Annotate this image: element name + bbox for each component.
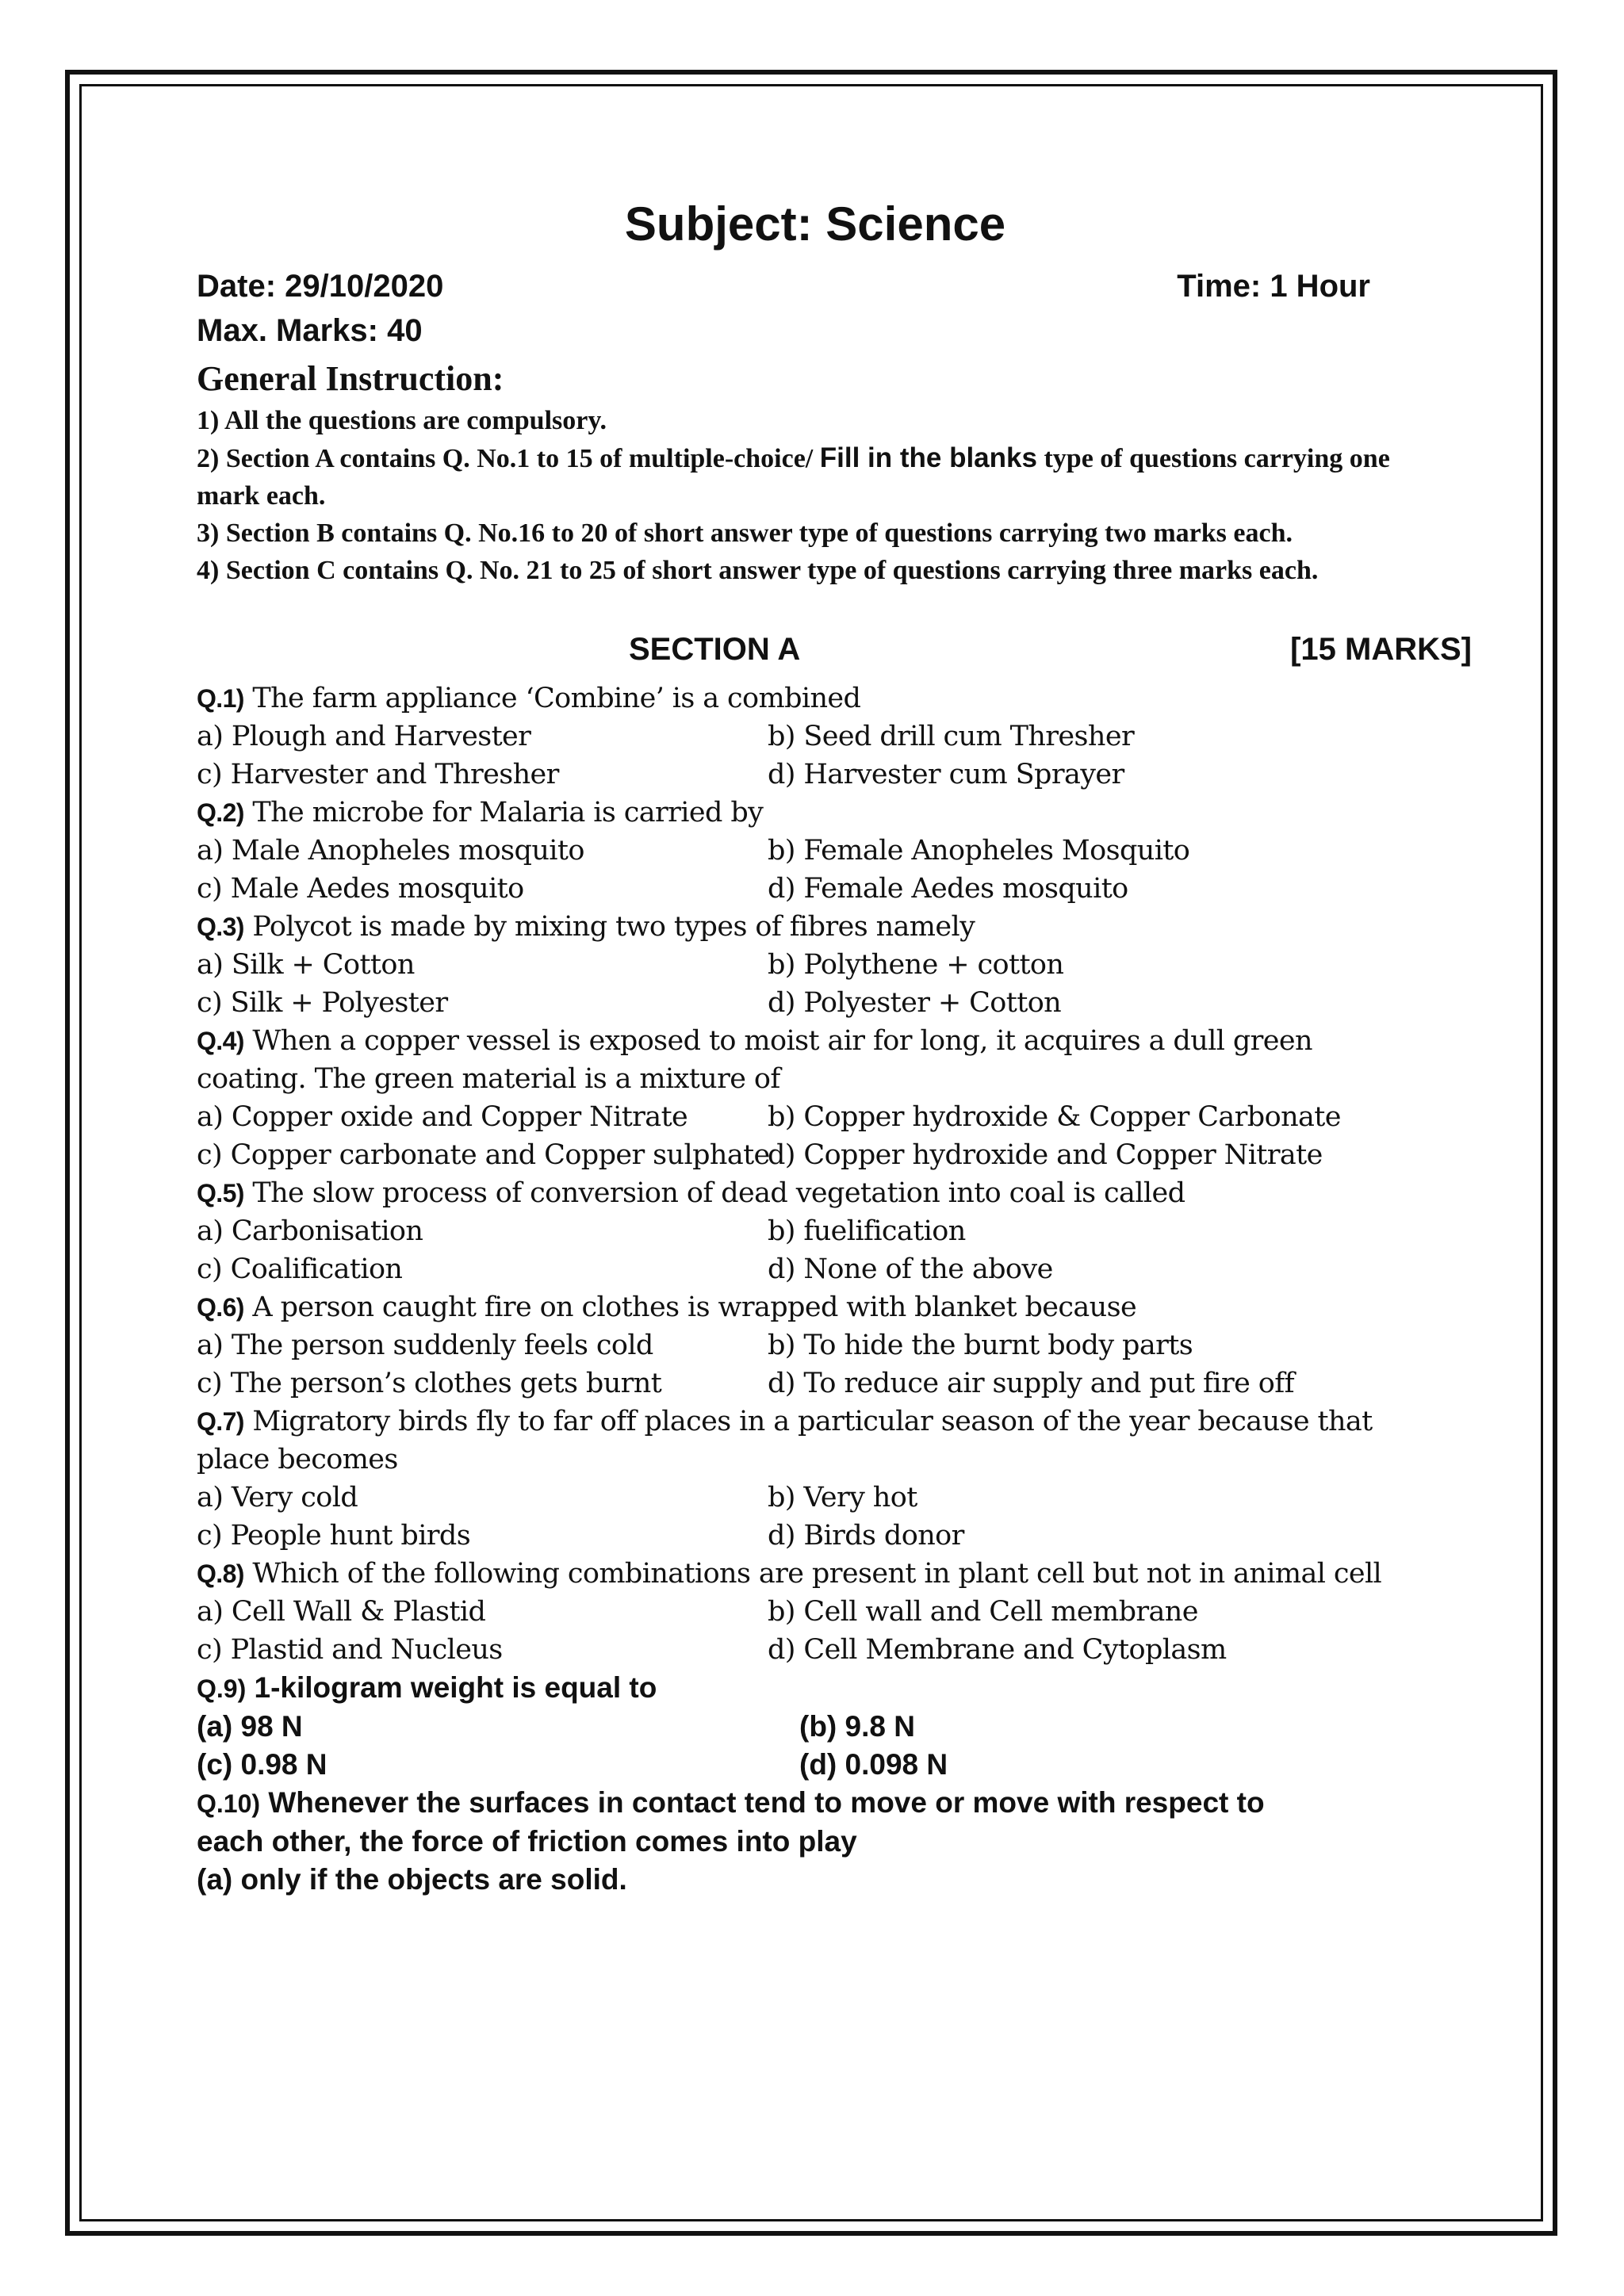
answer-option: c) Harvester and Thresher [197, 759, 559, 790]
date-time-row [197, 264, 1434, 308]
answer-option: d) Copper hydroxide and Copper Nitrate [768, 1139, 1323, 1171]
question-text: The microbe for Malaria is carried by [252, 797, 764, 828]
question-list [197, 679, 1434, 1899]
question-text: each other, the force of friction comes into play [197, 1825, 857, 1858]
answer-option: b) Copper hydroxide & Copper Carbonate [768, 1101, 1341, 1133]
option-grid [197, 718, 1434, 794]
instructions-heading: General Instruction: [197, 359, 504, 398]
option-grid [197, 1861, 1434, 1899]
question-text-line [197, 1402, 1434, 1441]
answer-option: a) Very cold [197, 1482, 358, 1513]
question-text: Whenever the surfaces in contact tend to move or move with respect to [268, 1786, 1265, 1819]
answer-option: b) To hide the burnt body parts [768, 1330, 1193, 1361]
answer-option: d) Birds donor [768, 1520, 964, 1552]
option-grid [197, 946, 1434, 1022]
question-text-line [197, 1060, 1434, 1098]
answer-option: d) Polyester + Cotton [768, 987, 1062, 1019]
answer-option: c) Copper carbonate and Copper sulphate [197, 1139, 770, 1171]
answer-option: d) None of the above [768, 1253, 1053, 1285]
question [197, 1288, 1434, 1402]
question-number: Q.9) [197, 1674, 247, 1703]
question-text-line [197, 908, 1434, 946]
instruction-item: 2) Section A contains Q. No.1 to 15 of multiple-choice/ Fill in the blanks type of questions carrying one mark each. [197, 442, 1390, 511]
paper-content [197, 197, 1472, 1899]
question-text: A person caught fire on clothes is wrapped with blanket because [252, 1292, 1137, 1323]
option-grid [197, 1212, 1434, 1288]
question-text: place becomes [197, 1444, 398, 1475]
question [197, 1174, 1434, 1288]
question-text: coating. The green material is a mixture of [197, 1063, 780, 1095]
answer-option: (d) 0.098 N [799, 1748, 948, 1781]
answer-option: (c) 0.98 N [197, 1748, 327, 1781]
question-number: Q.6) [197, 1293, 244, 1322]
question-text-line [197, 1555, 1434, 1593]
answer-option: b) fuelification [768, 1215, 966, 1247]
max-marks: Max. Marks: 40 [197, 313, 423, 348]
question-number: Q.3) [197, 913, 244, 941]
option-grid [197, 1479, 1434, 1555]
question-number: Q.4) [197, 1027, 244, 1055]
question-number: Q.8) [197, 1559, 244, 1588]
question [197, 679, 1434, 794]
question-text-line [197, 794, 1434, 832]
answer-option: a) Male Anopheles mosquito [197, 835, 584, 867]
section-header [197, 632, 1472, 679]
answer-option: a) Silk + Cotton [197, 949, 415, 981]
section-title: SECTION A [629, 632, 801, 667]
instructions-list [197, 402, 1434, 589]
answer-option: (a) only if the objects are solid. [197, 1863, 627, 1896]
answer-option: b) Polythene + cotton [768, 949, 1064, 981]
option-grid [197, 832, 1434, 908]
question [197, 1555, 1434, 1669]
exam-date: Date: 29/10/2020 [197, 269, 444, 304]
option-grid [197, 1098, 1434, 1174]
question [197, 1402, 1434, 1555]
answer-option: a) Cell Wall & Plastid [197, 1596, 486, 1628]
question-text: The farm appliance ‘Combine’ is a combined [252, 683, 861, 714]
answer-option: (a) 98 N [197, 1710, 303, 1743]
question [197, 794, 1434, 908]
answer-option: a) Plough and Harvester [197, 721, 531, 752]
answer-option: d) To reduce air supply and put fire off [768, 1368, 1294, 1399]
answer-option: c) Male Aedes mosquito [197, 873, 524, 905]
answer-option: a) Copper oxide and Copper Nitrate [197, 1101, 688, 1133]
question [197, 1784, 1434, 1899]
question-number: Q.2) [197, 798, 244, 827]
question-text-line [197, 1174, 1434, 1212]
subject-title: Subject: Science [624, 197, 1006, 251]
question-text-line [197, 679, 1434, 718]
option-grid [197, 1593, 1434, 1669]
question-text: When a copper vessel is exposed to moist air for long, it acquires a dull green [252, 1025, 1312, 1057]
question-text: The slow process of conversion of dead vegetation into coal is called [252, 1177, 1185, 1209]
question-text: Polycot is made by mixing two types of fibres namely [252, 911, 975, 943]
answer-option: c) The person’s clothes gets burnt [197, 1368, 662, 1399]
answer-option: d) Harvester cum Sprayer [768, 759, 1124, 790]
question-number: Q.7) [197, 1407, 244, 1436]
answer-option: c) Plastid and Nucleus [197, 1634, 503, 1666]
question-text-line [197, 1441, 1434, 1479]
question-number: Q.1) [197, 684, 244, 713]
answer-option: b) Cell wall and Cell membrane [768, 1596, 1198, 1628]
option-grid [197, 1326, 1434, 1402]
answer-option: b) Very hot [768, 1482, 917, 1513]
answer-option: a) The person suddenly feels cold [197, 1330, 653, 1361]
answer-option: d) Female Aedes mosquito [768, 873, 1128, 905]
instruction-item: 4) Section C contains Q. No. 21 to 25 of short answer type of questions carrying three marks each. [197, 556, 1319, 585]
answer-option: (b) 9.8 N [799, 1710, 915, 1743]
question [197, 1022, 1434, 1174]
answer-option: c) Silk + Polyester [197, 987, 448, 1019]
answer-option: c) People hunt birds [197, 1520, 471, 1552]
question [197, 908, 1434, 1022]
question-text: 1-kilogram weight is equal to [254, 1671, 657, 1704]
answer-option: b) Female Anopheles Mosquito [768, 835, 1190, 867]
question-text: Which of the following combinations are present in plant cell but not in animal cell [252, 1558, 1382, 1590]
question-text: Migratory birds fly to far off places in a particular season of the year because that [252, 1406, 1373, 1437]
question-number: Q.5) [197, 1179, 244, 1207]
question [197, 1669, 1434, 1784]
instruction-item: 1) All the questions are compulsory. [197, 406, 607, 435]
question-number: Q.10) [197, 1789, 261, 1818]
answer-option: d) Cell Membrane and Cytoplasm [768, 1634, 1227, 1666]
exam-time: Time: 1 Hour [1177, 269, 1370, 304]
question-text-line [197, 1288, 1434, 1326]
option-grid [197, 1708, 1434, 1784]
section-marks: [15 MARKS] [1290, 632, 1472, 667]
answer-option: a) Carbonisation [197, 1215, 423, 1247]
answer-option: c) Coalification [197, 1253, 403, 1285]
question-text-line [197, 1669, 1434, 1708]
question-text-line [197, 1022, 1434, 1060]
question-text-line [197, 1784, 1434, 1823]
instruction-item: 3) Section B contains Q. No.16 to 20 of short answer type of questions carrying two marks each. [197, 519, 1293, 548]
answer-option: b) Seed drill cum Thresher [768, 721, 1135, 752]
question-text-line [197, 1823, 1434, 1861]
